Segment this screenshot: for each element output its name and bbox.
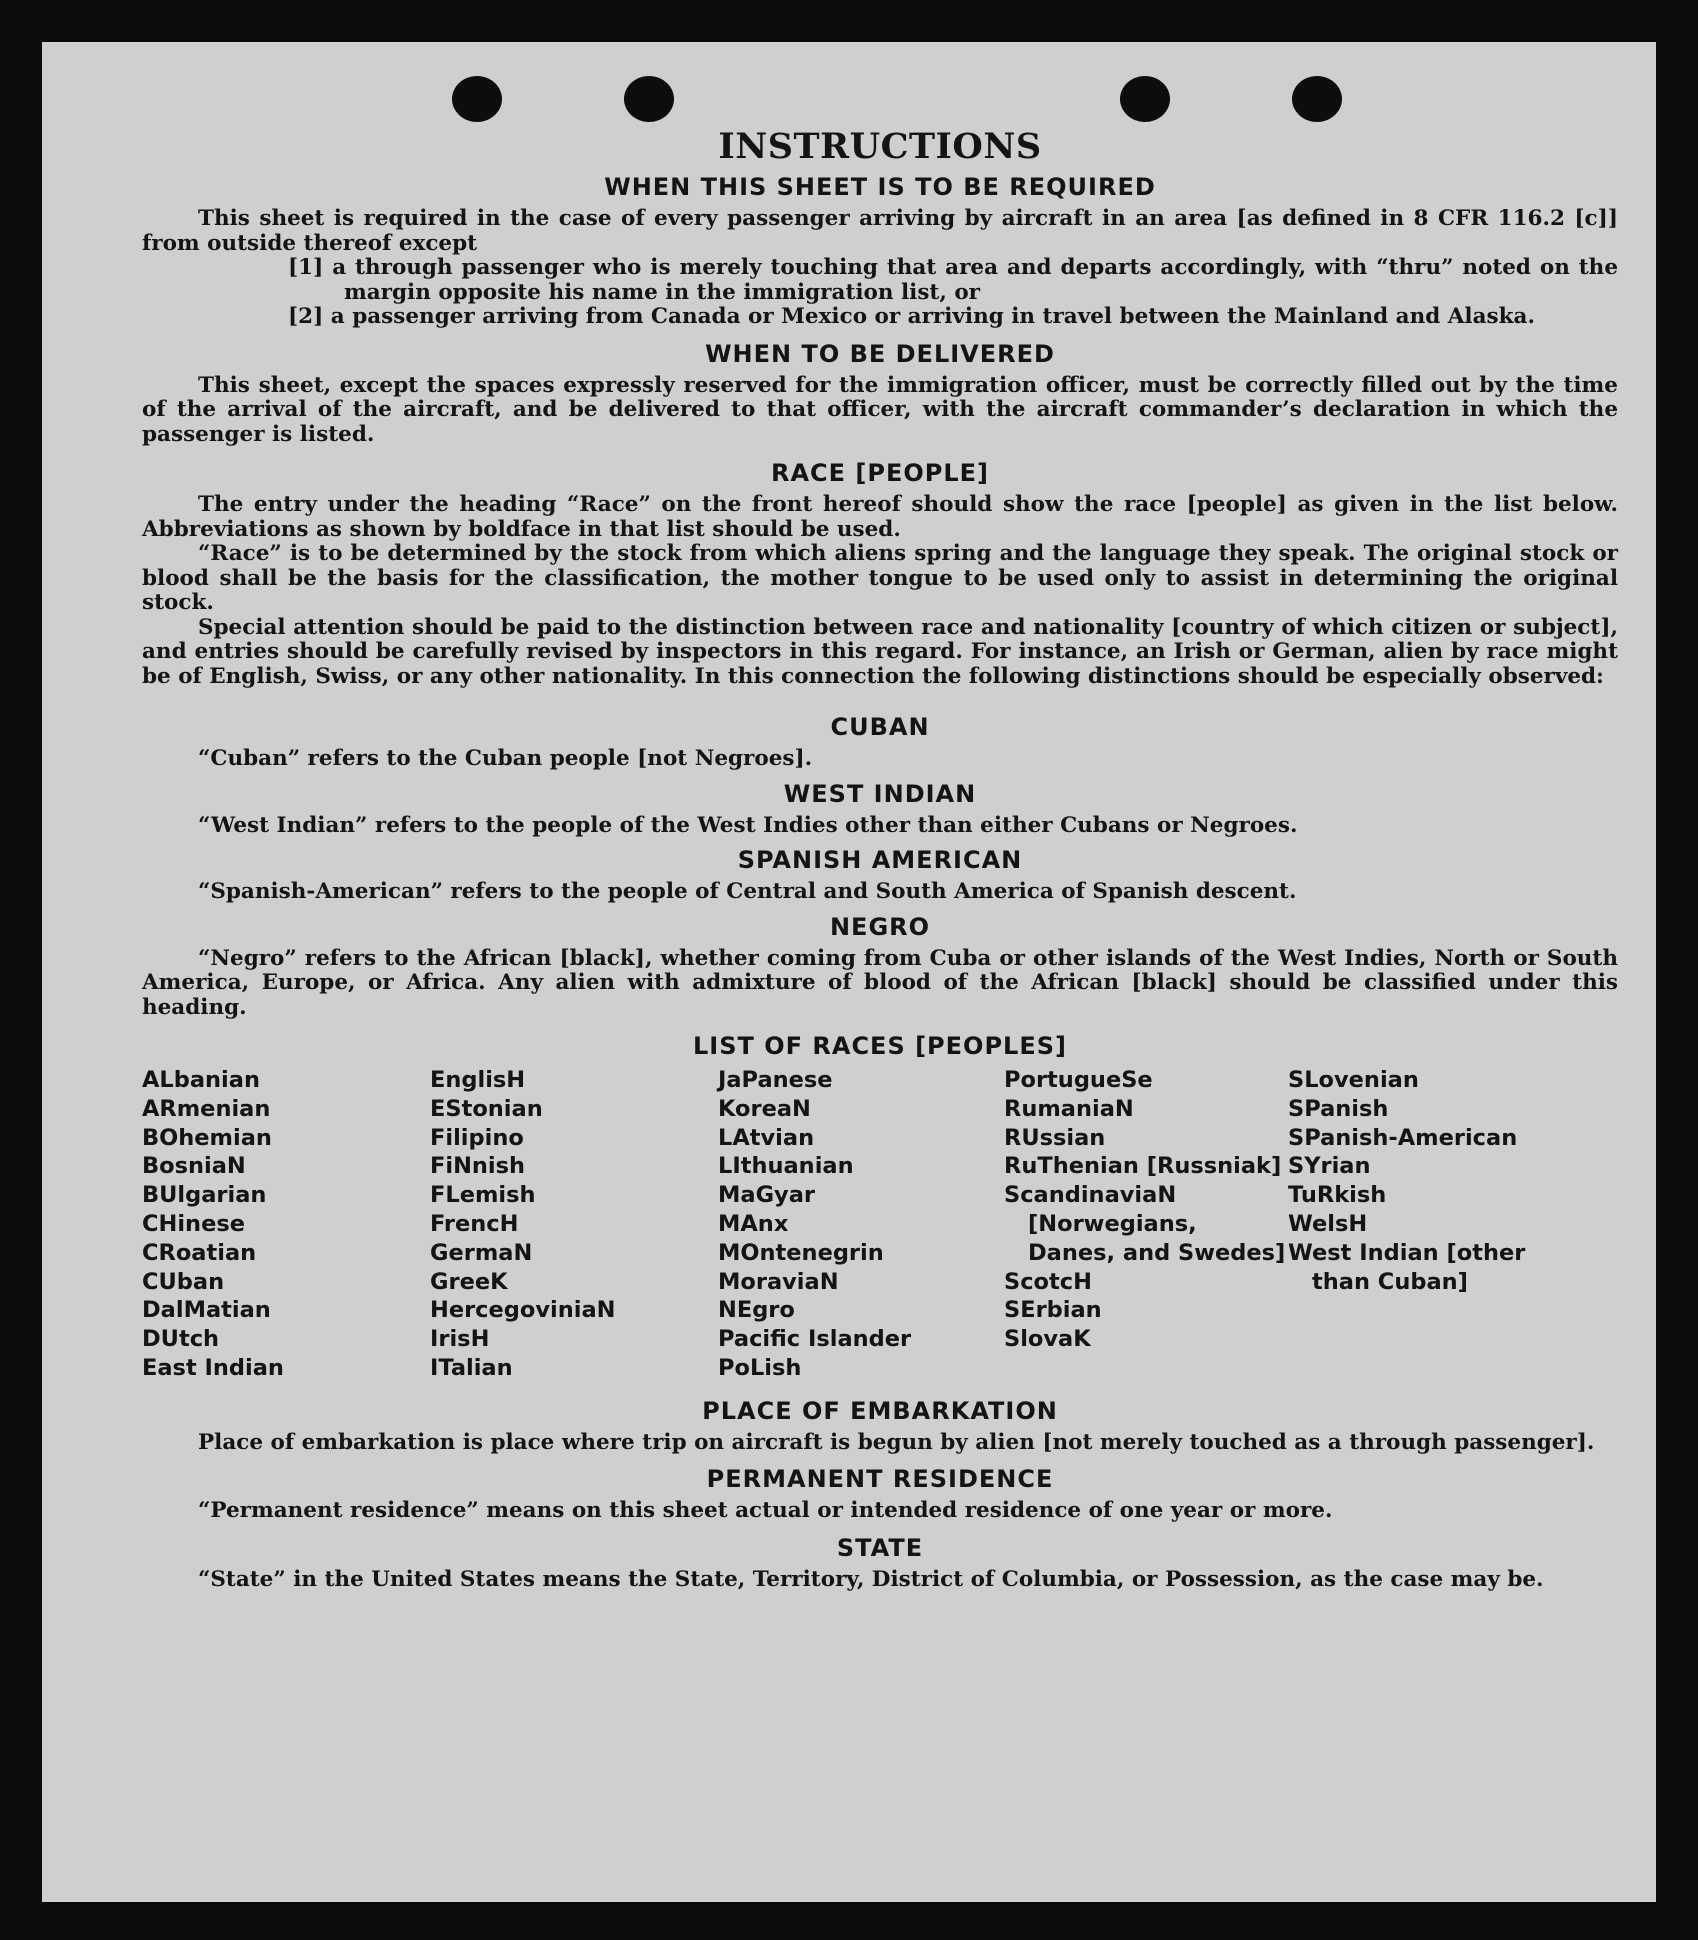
race-item: RumaniaN xyxy=(1004,1095,1134,1122)
race-item: DalMatian xyxy=(142,1297,271,1324)
required-item-1: [1] a through passenger who is merely touching that area and departs accordingly, with “thru” noted on the margin opposite his name in the immigration list, or xyxy=(288,255,1618,305)
race-item: ScandinaviaN [Norwegians, Danes, and Swedes] xyxy=(1004,1182,1286,1266)
race-item: ScotcH xyxy=(1004,1268,1092,1295)
race-item: BosniaN xyxy=(142,1153,246,1180)
race-paragraph-2: “Race” is to be determined by the stock from which aliens spring and the language they speak. The original stock or blood shall be the basis for the classification, the mother tongue to be used only to assist in determining the original stock. xyxy=(142,541,1618,615)
residence-text: “Permanent residence” means on this sheet actual or intended residence of one year or more. xyxy=(198,1498,1333,1524)
race-list xyxy=(142,1066,1618,1383)
race-item: LIthuanian xyxy=(718,1153,854,1180)
race-list-column-5 xyxy=(1288,1066,1588,1383)
race-paragraph-1: The entry under the heading “Race” on the front hereof should show the race [people] as given in the list below. Abbreviations as shown by boldface in that list should be used. xyxy=(142,492,1618,542)
race-list-column-1 xyxy=(142,1066,430,1383)
section-heading-negro: NEGRO xyxy=(829,912,931,941)
race-item: IrisH xyxy=(430,1326,490,1353)
race-item: WelsH xyxy=(1288,1210,1368,1237)
section-heading-west-indian: WEST INDIAN xyxy=(783,779,977,808)
instructions-body xyxy=(142,126,1618,1592)
race-item: GreeK xyxy=(430,1268,508,1295)
section-heading-spanish-american: SPANISH AMERICAN xyxy=(737,846,1023,874)
page-title: INSTRUCTIONS xyxy=(718,126,1042,167)
race-item: PoLish xyxy=(718,1354,802,1381)
race-item: MOntenegrin xyxy=(718,1239,884,1266)
race-paragraph-3: Special attention should be paid to the distinction between race and nationality [country of which citizen or subject], and entries should be carefully revised by inspectors in this regard. For instance, an Irish or German, alien by race might be of English, Swiss, or any other nationality. In this connection the following distinctions should be especially observed: xyxy=(142,614,1618,689)
race-item: BOhemian xyxy=(142,1124,272,1151)
race-list-column-2 xyxy=(430,1066,718,1383)
race-item: MAnx xyxy=(718,1210,789,1237)
race-item: SPanish xyxy=(1288,1095,1389,1122)
race-item: TuRkish xyxy=(1288,1182,1387,1209)
race-item: PortugueSe xyxy=(1004,1067,1153,1093)
delivered-text: This sheet, except the spaces expressly reserved for the immigration officer, must be correctly filled out by the time of the arrival of the aircraft, and be delivered to that officer, with the aircraft commander’s declaration in which the passenger is listed. xyxy=(142,372,1618,447)
race-item: NEgro xyxy=(718,1297,795,1324)
race-item: DUtch xyxy=(142,1326,220,1353)
race-item: KoreaN xyxy=(718,1095,811,1122)
race-item: GermaN xyxy=(430,1239,533,1266)
race-item: MaGyar xyxy=(718,1182,815,1209)
section-heading-list: LIST OF RACES [PEOPLES] xyxy=(693,1032,1067,1060)
race-item: RUssian xyxy=(1004,1124,1106,1151)
section-heading-delivered: WHEN TO BE DELIVERED xyxy=(705,339,1055,368)
race-item: CRoatian xyxy=(142,1239,257,1266)
race-list-column-4 xyxy=(1004,1066,1288,1383)
section-heading-race: RACE [PEOPLE] xyxy=(770,459,990,487)
punch-hole xyxy=(1292,76,1342,122)
section-heading-cuban: CUBAN xyxy=(830,713,930,741)
race-item: SPanish-American xyxy=(1288,1124,1518,1151)
race-item: ITalian xyxy=(430,1354,513,1381)
race-item: SYrian xyxy=(1288,1153,1371,1180)
race-item: FrencH xyxy=(430,1210,519,1237)
punch-hole xyxy=(624,76,674,122)
race-item: SlovaK xyxy=(1004,1326,1091,1353)
race-item: Pacific Islander xyxy=(718,1326,912,1353)
race-item: ALbanian xyxy=(142,1067,260,1093)
race-item: SErbian xyxy=(1004,1297,1102,1324)
required-item-2: [2] a passenger arriving from Canada or Mexico or arriving in travel between the Mainland and Alaska. xyxy=(288,304,1535,329)
spanish-american-text: “Spanish-American” refers to the people of Central and South America of Spanish descent. xyxy=(198,879,1297,904)
race-item: Filipino xyxy=(430,1124,524,1151)
race-item: ARmenian xyxy=(142,1095,271,1122)
race-item: LAtvian xyxy=(718,1124,815,1151)
punch-hole xyxy=(1120,76,1170,122)
document-sheet xyxy=(42,42,1656,1902)
race-item: EnglisH xyxy=(430,1067,526,1093)
required-intro: This sheet is required in the case of every passenger arriving by aircraft in an area [as defined in 8 CFR 116.2 [c]] from outside thereof except xyxy=(142,206,1618,256)
race-item: BUlgarian xyxy=(142,1182,267,1209)
race-list-column-3 xyxy=(718,1066,1004,1383)
race-item: East Indian xyxy=(142,1354,284,1381)
race-item: EStonian xyxy=(430,1095,543,1122)
section-heading-residence: PERMANENT RESIDENCE xyxy=(706,1465,1054,1494)
race-item: HercegoviniaN xyxy=(430,1297,616,1324)
race-item: CUban xyxy=(142,1268,225,1295)
section-heading-state: STATE xyxy=(836,1533,924,1562)
cuban-text: “Cuban” refers to the Cuban people [not Negroes]. xyxy=(198,746,813,771)
embarkation-text: Place of embarkation is place where trip on aircraft is begun by alien [not merely touched as a through passenger]. xyxy=(198,1429,1595,1455)
race-item: JaPanese xyxy=(718,1067,833,1093)
west-indian-text: “West Indian” refers to the people of the West Indies other than either Cubans or Negroes. xyxy=(198,812,1298,838)
race-item: West Indian [other than Cuban] xyxy=(1288,1239,1526,1295)
section-heading-required: WHEN THIS SHEET IS TO BE REQUIRED xyxy=(604,173,1156,201)
race-item: SLovenian xyxy=(1288,1067,1419,1093)
punch-hole xyxy=(452,76,502,122)
race-item: RuThenian [Russniak] xyxy=(1004,1153,1282,1180)
race-item: CHinese xyxy=(142,1210,245,1237)
race-item: FLemish xyxy=(430,1182,536,1209)
race-item: FiNnish xyxy=(430,1153,526,1180)
negro-text: “Negro” refers to the African [black], whether coming from Cuba or other islands of the West Indies, North or South America, Europe, or Africa. Any alien with admixture of blood of the African [black] should be classified under this heading. xyxy=(142,945,1618,1020)
race-item: MoraviaN xyxy=(718,1268,839,1295)
state-text: “State” in the United States means the State, Territory, District of Columbia, or Possession, as the case may be. xyxy=(198,1566,1544,1592)
section-heading-embarkation: PLACE OF EMBARKATION xyxy=(702,1396,1058,1425)
